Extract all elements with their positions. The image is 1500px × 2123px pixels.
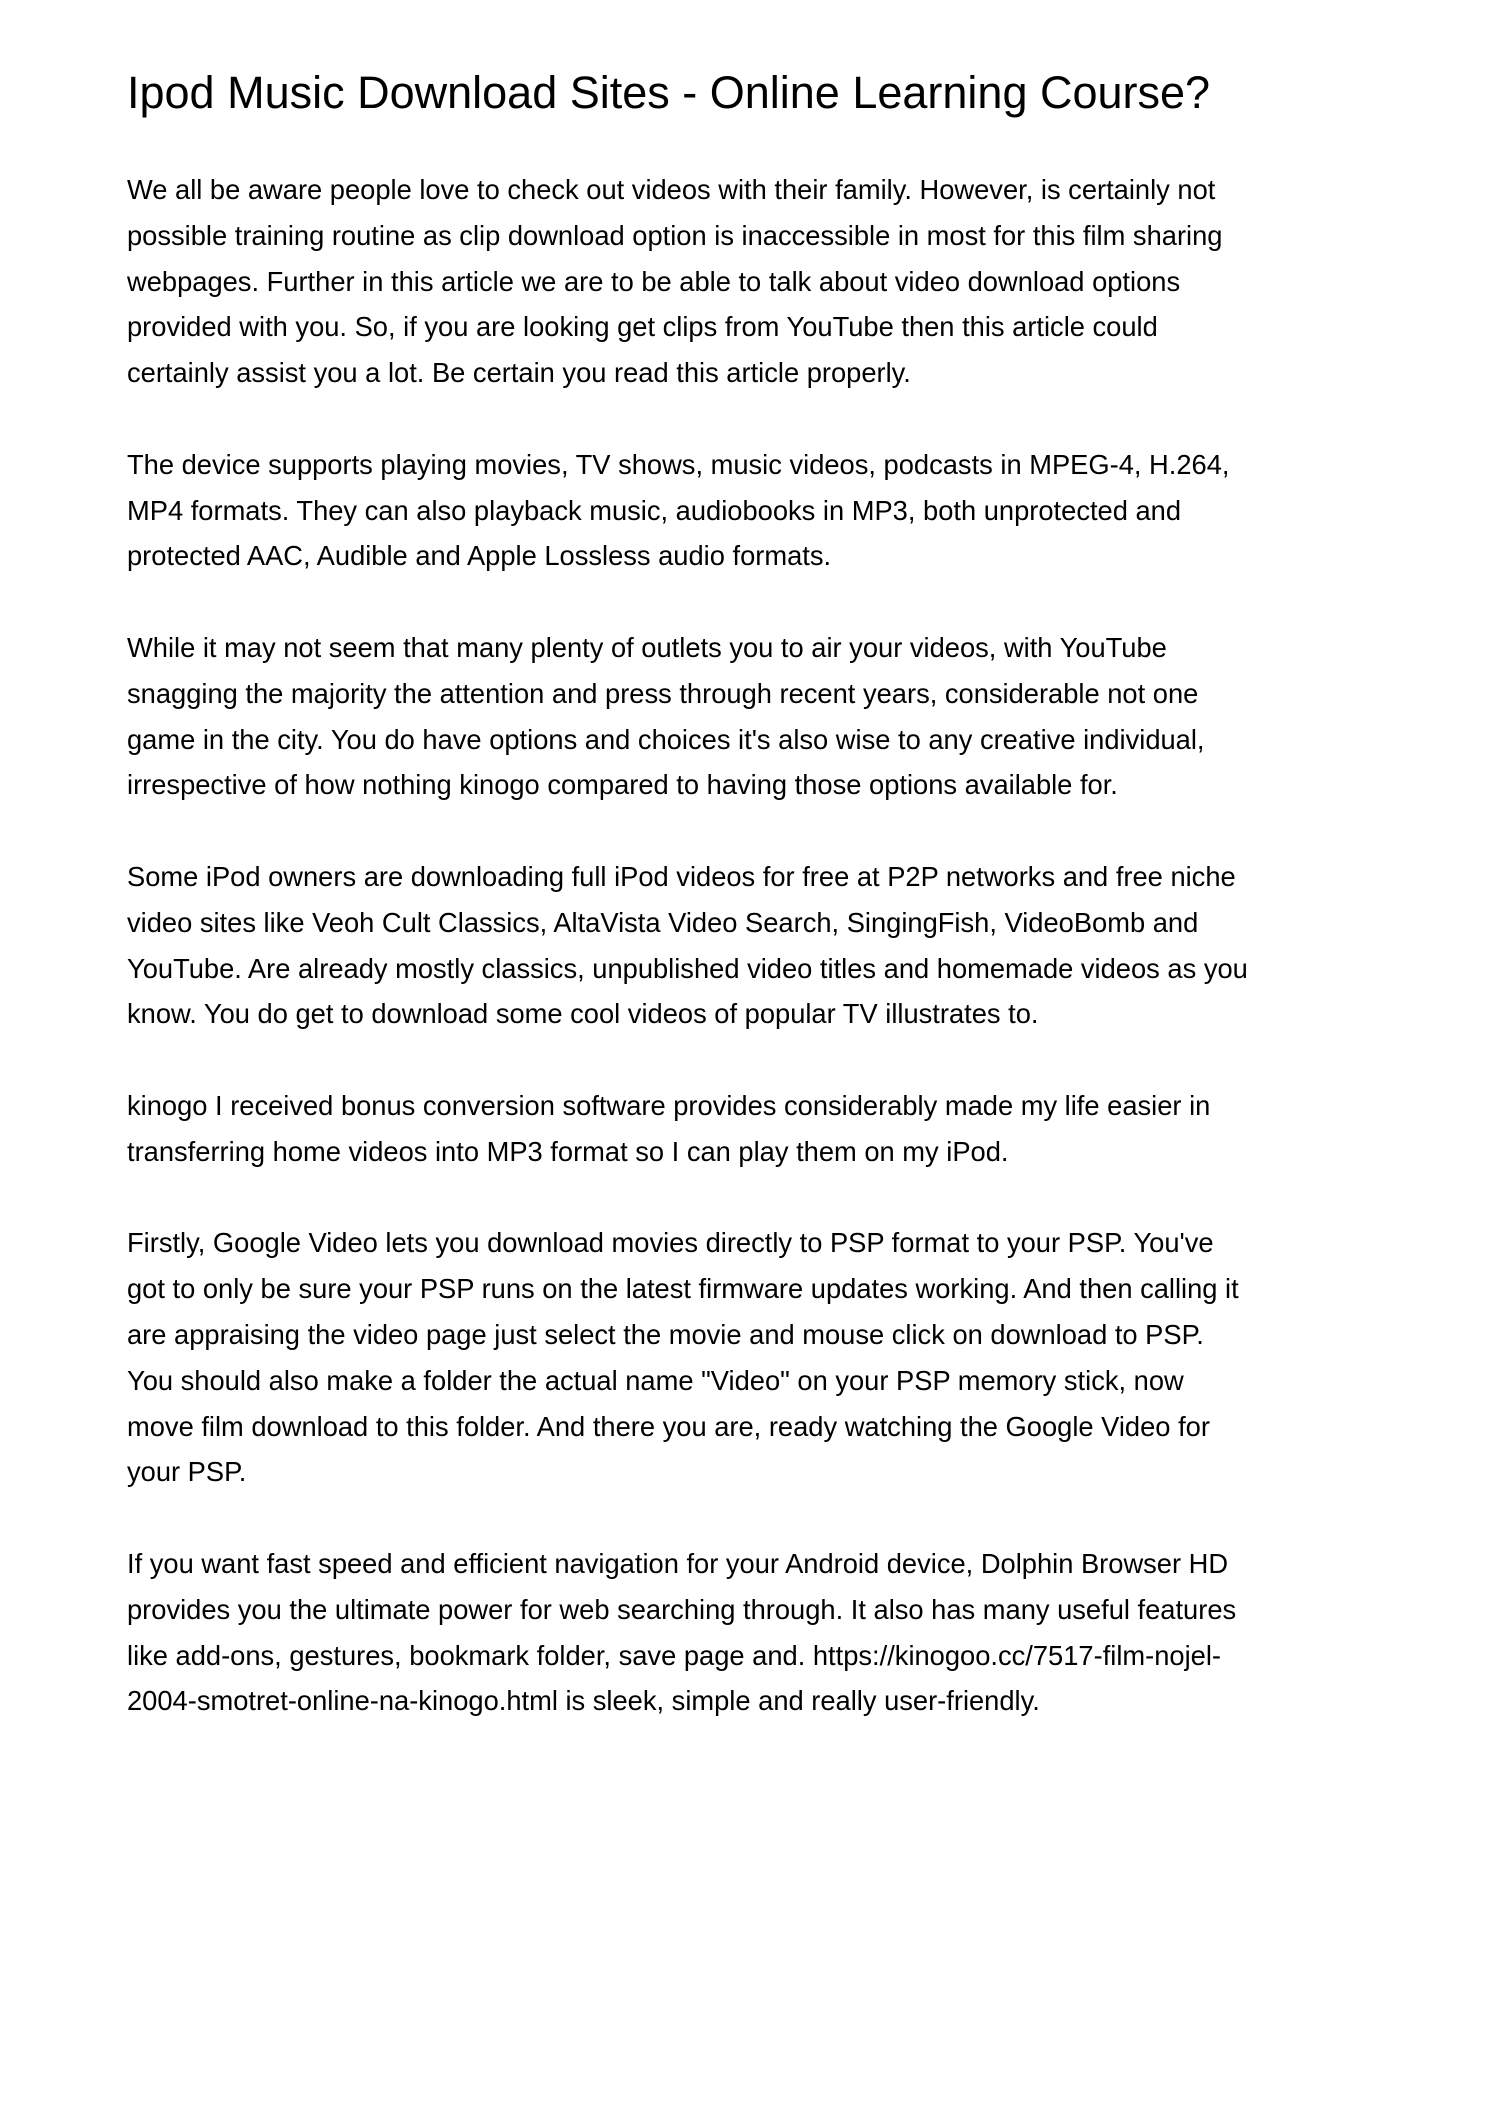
paragraph-line: Some iPod owners are downloading full iPod videos for free at P2P networks and free niche: [127, 860, 1236, 892]
paragraph-line: 2004-smotret-online-na-kinogo.html is sleek, simple and really user-friendly.: [127, 1685, 1040, 1717]
paragraph-line: We all be aware people love to check out videos with their family. However, is certainly not: [127, 174, 1216, 205]
paragraph: [127, 625, 1427, 808]
paragraph-line: move film download to this folder. And there you are, ready watching the Google Video for: [127, 1410, 1210, 1442]
paragraph-line: your PSP.: [127, 1456, 247, 1488]
paragraph-line: The device supports playing movies, TV shows, music videos, podcasts in MPEG-4, H.264,: [127, 448, 1230, 480]
paragraph-line: provided with you. So, if you are looking get clips from YouTube then this article could: [127, 311, 1158, 343]
paragraph: [127, 167, 1427, 396]
page-title: Ipod Music Download Sites - Online Learning Course?: [127, 67, 1211, 118]
paragraph-line: While it may not seem that many plenty of outlets you to air your videos, with YouTube: [127, 631, 1167, 663]
paragraph-line: Firstly, Google Video lets you download movies directly to PSP format to your PSP. You've: [127, 1227, 1214, 1259]
article-body: [127, 167, 1427, 1770]
paragraph-line: like add-ons, gestures, bookmark folder, save page and. https://kinogoo.cc/7517-film-nojel-: [127, 1639, 1221, 1671]
paragraph: [127, 1541, 1427, 1724]
paragraph: [127, 442, 1427, 579]
paragraph: [127, 1220, 1427, 1495]
paragraph-line: got to only be sure your PSP runs on the latest firmware updates working. And then calling it: [127, 1273, 1239, 1305]
paragraph-line: protected AAC, Audible and Apple Lossless audio formats.: [127, 540, 832, 572]
paragraph-line: YouTube. Are already mostly classics, unpublished video titles and homemade videos as you: [127, 952, 1248, 984]
paragraph-line: kinogo I received bonus conversion software provides considerably made my life easier in: [127, 1089, 1211, 1121]
paragraph-line: video sites like Veoh Cult Classics, AltaVista Video Search, SingingFish, VideoBomb and: [127, 906, 1199, 938]
paragraph-line: transferring home videos into MP3 format so I can play them on my iPod.: [127, 1135, 1009, 1167]
paragraph-line: certainly assist you a lot. Be certain you read this article properly.: [127, 357, 911, 389]
paragraph: [127, 854, 1427, 1037]
paragraph-line: MP4 formats. They can also playback music, audiobooks in MP3, both unprotected and: [127, 494, 1182, 526]
paragraph-line: are appraising the video page just select the movie and mouse click on download to PSP.: [127, 1318, 1204, 1350]
paragraph-line: webpages. Further in this article we are to be able to talk about video download options: [127, 265, 1181, 297]
paragraph-line: game in the city. You do have options and choices it's also wise to any creative individual,: [127, 723, 1205, 755]
paragraph-line: irrespective of how nothing kinogo compared to having those options available for.: [127, 769, 1118, 801]
paragraph-line: If you want fast speed and efficient navigation for your Android device, Dolphin Browser HD: [127, 1547, 1229, 1579]
paragraph-line: You should also make a folder the actual name "Video" on your PSP memory stick, now: [127, 1364, 1184, 1396]
paragraph-line: possible training routine as clip download option is inaccessible in most for this film sharing: [127, 219, 1223, 251]
paragraph: [127, 1083, 1427, 1175]
paragraph-line: know. You do get to download some cool videos of popular TV illustrates to.: [127, 998, 1039, 1030]
paragraph-line: snagging the majority the attention and press through recent years, considerable not one: [127, 677, 1199, 709]
paragraph-line: provides you the ultimate power for web searching through. It also has many useful features: [127, 1593, 1237, 1625]
